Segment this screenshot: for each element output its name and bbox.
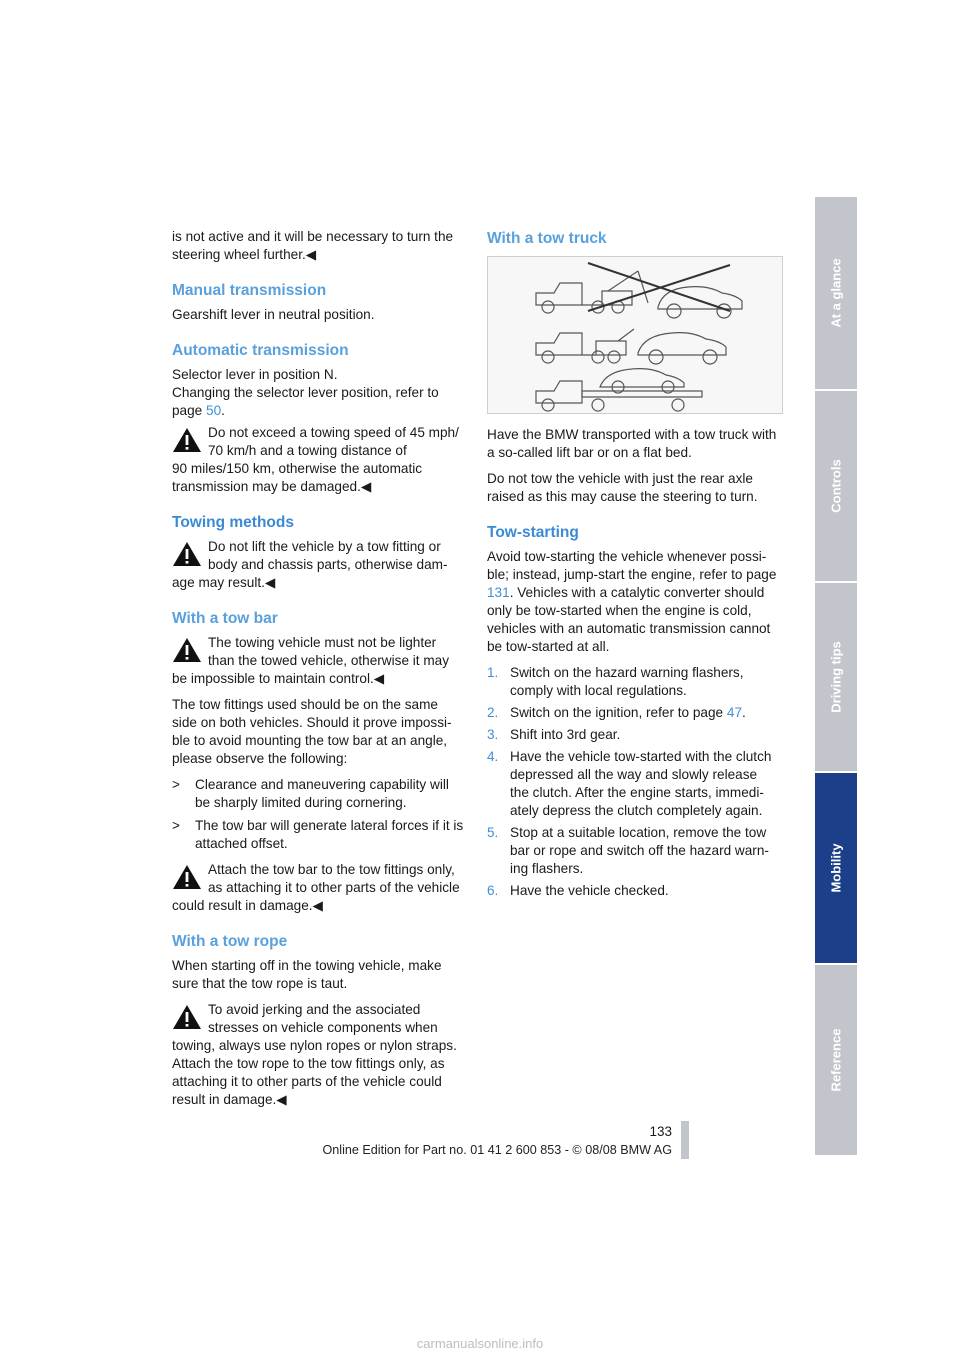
- tow-rope-paragraph: When starting off in the towing vehicle, make sure that the tow rope is taut.: [172, 958, 442, 991]
- warning-text-1: Do not exceed a towing speed of 45 mph/ 70 km/h and a towing distance of: [208, 425, 459, 458]
- list-item: [487, 748, 779, 820]
- tow-starting-steps: [487, 664, 779, 900]
- list-item-text: Clearance and maneuvering capability will be sharply limited during cornering.: [195, 777, 449, 810]
- list-item: [487, 664, 779, 700]
- manual-paragraph: Gearshift lever in neutral position.: [172, 307, 375, 322]
- edition-footer: Online Edition for Part no. 01 41 2 600 853 - © 08/08 BMW AG: [322, 1143, 672, 1157]
- tab-label: Reference: [828, 1028, 844, 1092]
- warning-text-2: 90 miles/150 km, otherwise the automatic transmission may be damaged.◀: [172, 461, 423, 494]
- auto-line-1: Selector lever in position N.: [172, 367, 338, 382]
- warning-text-2: be impossible to maintain control.◀: [172, 671, 385, 686]
- heading-automatic-transmission: Automatic transmission: [172, 342, 349, 359]
- warning-text-1: To avoid jerking and the associated stresses on vehicle components when: [208, 1002, 438, 1035]
- warning-icon: [172, 864, 202, 890]
- tab-label: Controls: [828, 459, 844, 513]
- tab-mobility[interactable]: [815, 773, 857, 963]
- warning-tow-fitting: [172, 538, 464, 592]
- warning-tow-rope: [172, 1001, 464, 1109]
- tab-label: Driving tips: [828, 641, 844, 713]
- step-text: Stop at a suitable location, remove the tow bar or rope and switch off the hazard warn- ing flashers.: [510, 825, 769, 876]
- tow-bar-paragraph: The tow fittings used should be on the same side on both vehicles. Should it prove impossi- ble to avoid mounting the tow bar at an angle, please observe the following:: [172, 697, 452, 766]
- list-item-text: The tow bar will generate lateral forces if it is attached offset.: [195, 818, 464, 851]
- step-number: 1.: [487, 665, 499, 680]
- tow-starting-paragraph: [487, 548, 779, 656]
- warning-text-1: Attach the tow bar to the tow fittings only, as attaching it to other parts of the vehicle: [208, 862, 460, 895]
- list-item: [487, 824, 779, 878]
- tow-truck-diagram: [488, 257, 782, 413]
- warning-icon: [172, 427, 202, 453]
- warning-text-2: towing, always use nylon ropes or nylon straps. Attach the tow rope to the tow fittings only, as attaching it to other parts of the vehicle could result in damage.◀: [172, 1038, 457, 1107]
- heading-manual-transmission: Manual transmission: [172, 282, 327, 299]
- step-number: 5.: [487, 825, 499, 840]
- step-text: Switch on the hazard warning flashers, comply with local regulations.: [510, 665, 744, 698]
- warning-icon: [172, 1004, 202, 1030]
- right-column: [487, 228, 779, 904]
- tow-truck-paragraph-2: Do not tow the vehicle with just the rear axle raised as this may cause the steering to turn.: [487, 471, 758, 504]
- step-number: 3.: [487, 727, 499, 742]
- warning-text-2: age may result.◀: [172, 575, 276, 590]
- tab-label: At a glance: [828, 258, 844, 328]
- heading-tow-truck: With a tow truck: [487, 230, 607, 247]
- warning-icon: [172, 541, 202, 567]
- chapter-tabs: [815, 197, 857, 1157]
- warning-icon: [172, 637, 202, 663]
- page-link-50[interactable]: 50: [206, 403, 222, 418]
- auto-paragraph: [172, 366, 464, 420]
- warning-towing-speed: [172, 424, 464, 496]
- tow-truck-paragraph-1: Have the BMW transported with a tow truck with a so-called lift bar or on a flat bed.: [487, 427, 777, 460]
- list-item: [172, 817, 464, 853]
- page-link-47[interactable]: 47: [726, 705, 743, 720]
- heading-tow-bar: With a tow bar: [172, 610, 278, 627]
- tow-starting-text-2: . Vehicles with a catalytic converter should only be tow-started when the engine is cold, vehicles with an automatic transmission cannot be tow-started at all.: [487, 585, 771, 654]
- left-column: [172, 228, 464, 1117]
- warning-text-1: The towing vehicle must not be lighter than the towed vehicle, otherwise it may: [208, 635, 450, 668]
- step-text: Have the vehicle checked.: [510, 883, 669, 898]
- step-text: Have the vehicle tow-started with the clutch depressed all the way and slowly release the clutch. After the engine starts, immedi- ately depress the clutch completely again.: [510, 749, 772, 818]
- auto-line-2: Changing the selector lever position, refer to page: [172, 385, 439, 418]
- step-text-end: .: [742, 705, 746, 720]
- warning-towing-vehicle: [172, 634, 464, 688]
- heading-tow-starting: Tow-starting: [487, 524, 579, 541]
- tab-label: Mobility: [828, 843, 844, 893]
- watermark: carmanualsonline.info: [416, 1336, 544, 1351]
- auto-line-2-end: .: [221, 403, 225, 418]
- warning-attach-tow-bar: [172, 861, 464, 915]
- page-number: 133: [649, 1124, 672, 1139]
- step-text: Switch on the ignition, refer to page: [510, 705, 727, 720]
- tow-bar-list: [172, 776, 464, 853]
- tab-controls[interactable]: [815, 391, 857, 581]
- tow-truck-illustration: [487, 256, 783, 414]
- bullet-marker: >: [172, 777, 180, 792]
- page-link-131[interactable]: 131: [487, 585, 510, 600]
- list-item: [487, 882, 779, 900]
- tab-driving-tips[interactable]: [815, 583, 857, 771]
- warning-text-2: could result in damage.◀: [172, 898, 324, 913]
- step-number: 6.: [487, 883, 499, 898]
- tab-at-a-glance[interactable]: [815, 197, 857, 389]
- heading-towing-methods: Towing methods: [172, 514, 294, 531]
- step-text: Shift into 3rd gear.: [510, 727, 621, 742]
- footer-bar: [681, 1121, 689, 1159]
- tow-starting-text-1: Avoid tow-starting the vehicle whenever possi- ble; instead, jump-start the engine, refer to page: [487, 549, 777, 582]
- heading-tow-rope: With a tow rope: [172, 933, 288, 950]
- step-number: 2.: [487, 705, 499, 720]
- list-item: [172, 776, 464, 812]
- tab-reference[interactable]: [815, 965, 857, 1155]
- warning-text-1: Do not lift the vehicle by a tow fitting or body and chassis parts, otherwise dam-: [208, 539, 448, 572]
- list-item: [487, 726, 779, 744]
- bullet-marker: >: [172, 818, 180, 833]
- step-number: 4.: [487, 749, 499, 764]
- intro-paragraph: is not active and it will be necessary to turn the steering wheel further.◀: [172, 229, 454, 262]
- list-item: [487, 704, 779, 722]
